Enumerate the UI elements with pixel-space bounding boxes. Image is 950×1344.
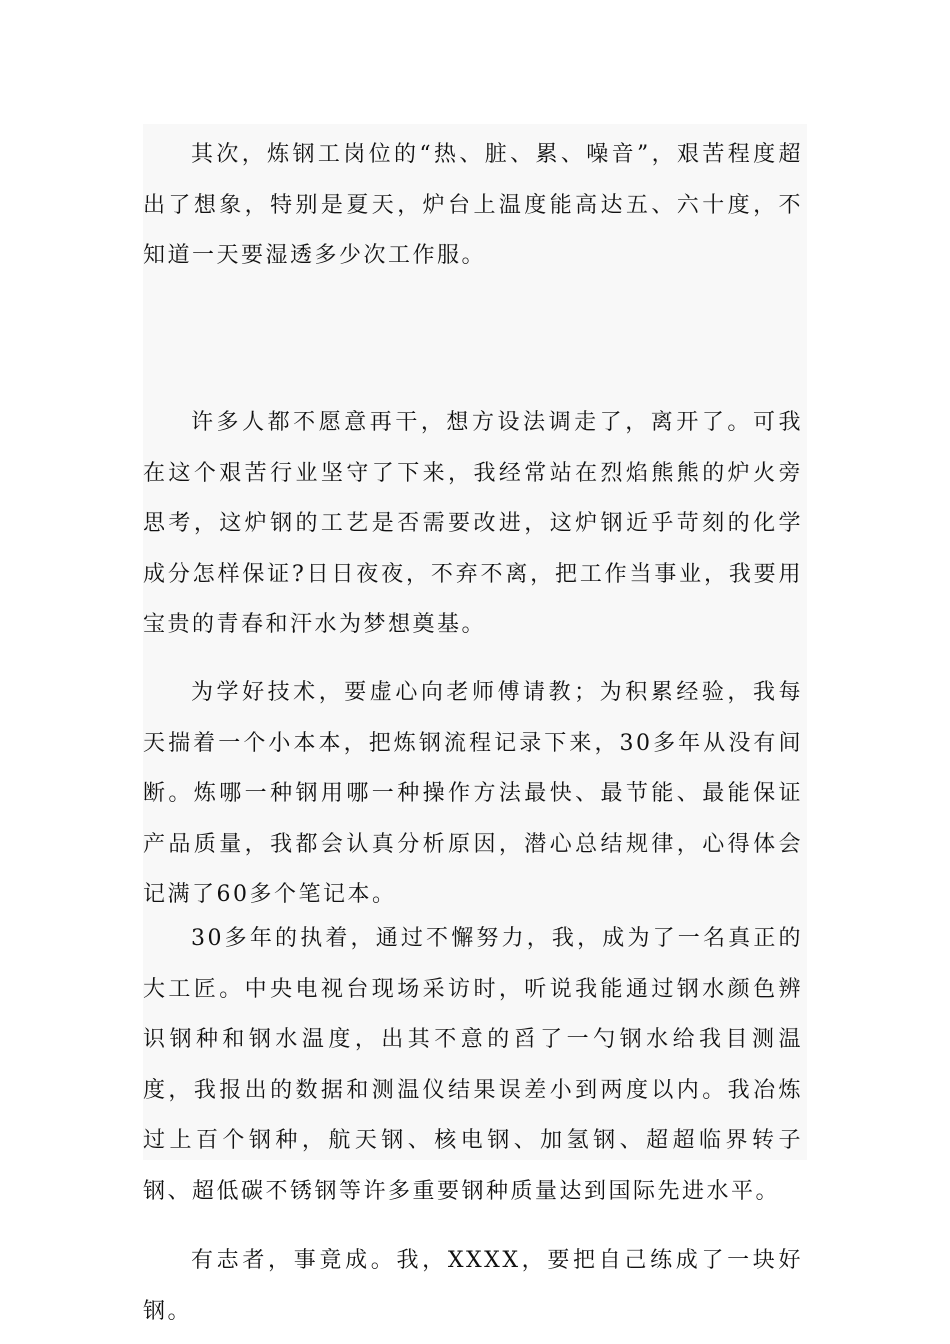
document-body <box>143 124 807 1324</box>
paragraph-1: 其次，炼钢工岗位的“热、脏、累、噪音”，艰苦程度超出了想象，特别是夏天，炉台上温度能高达五、六十度，不知道一天要湿透多少次工作服。 <box>143 142 803 268</box>
paragraph-3: 为学好技术，要虚心向老师傅请教；为积累经验，我每天揣着一个小本本，把炼钢流程记录下来，30多年从没有间断。炼哪一种钢用哪一种操作方法最快、最节能、最能保证产品质量，我都会认真分析原因，潜心总结规律，心得体会记满了60多个笔记本。 <box>143 680 803 907</box>
paragraph-5: 有志者，事竟成。我，XXXX，要把自己练成了一块好钢。 <box>143 1248 803 1324</box>
paragraph-4: 30多年的执着，通过不懈努力，我，成为了一名真正的大工匠。中央电视台现场采访时，听说我能通过钢水颜色辨识钢种和钢水温度，出其不意的舀了一勺钢水给我目测温度，我报出的数据和测温仪结果误差小到两度以内。我冶炼过上百个钢种，航天钢、核电钢、加氢钢、超超临界转子钢、超低碳不锈钢等许多重要钢种质量达到国际先进水平。 <box>143 926 803 1204</box>
paragraph-2: 许多人都不愿意再干，想方设法调走了，离开了。可我在这个艰苦行业坚守了下来，我经常站在烈焰熊熊的炉火旁思考，这炉钢的工艺是否需要改进，这炉钢近乎苛刻的化学成分怎样保证?日日夜夜，不弃不离，把工作当事业，我要用宝贵的青春和汗水为梦想奠基。 <box>143 410 803 637</box>
